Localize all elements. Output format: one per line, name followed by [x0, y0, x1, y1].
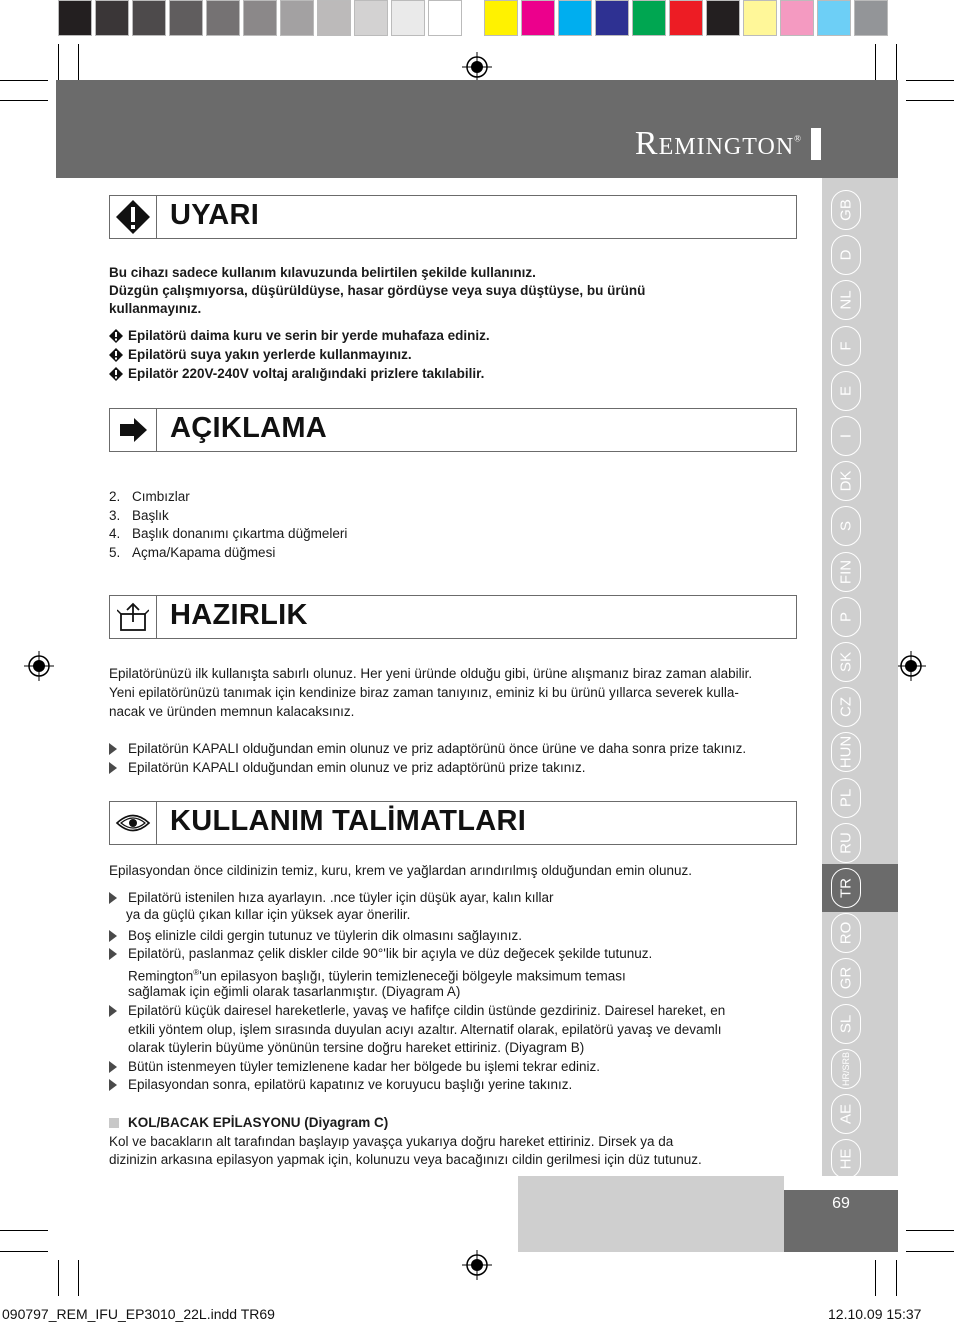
color-swatch: [854, 0, 888, 36]
crop-mark: [0, 100, 48, 101]
triangle-bullet-icon: [109, 762, 117, 774]
color-swatch: [558, 0, 592, 36]
bullet-continuation: etkili yöntem olup, işlem sırasında duyulan acıyı azaltır. Alternatif olarak, epilatörü yavaş ve devamlı: [128, 1022, 722, 1037]
color-swatch: [391, 0, 425, 36]
language-tab-nl[interactable]: NL: [831, 280, 861, 320]
language-tab-hr-srb[interactable]: HR/SRB: [831, 1049, 861, 1089]
triangle-bullet-icon: [109, 930, 117, 942]
crop-mark: [0, 1230, 48, 1231]
brand-bar: [811, 128, 821, 160]
color-swatch: [95, 0, 129, 36]
crop-mark: [78, 1260, 79, 1296]
crop-mark: [896, 44, 897, 80]
language-tab-hun[interactable]: HUN: [831, 732, 861, 772]
language-tab-dk[interactable]: DK: [831, 461, 861, 501]
language-tab-he[interactable]: HE: [831, 1139, 861, 1179]
language-tab-sk[interactable]: SK: [831, 642, 861, 682]
color-swatch: [354, 0, 388, 36]
language-tab-tr[interactable]: TR: [831, 868, 861, 908]
list-item: 2. Cımbızlar: [109, 489, 190, 504]
box-icon: [110, 596, 157, 638]
crop-mark: [906, 1251, 954, 1252]
language-tab-gr[interactable]: GR: [831, 958, 861, 998]
language-tab-i[interactable]: I: [831, 416, 861, 456]
triangle-bullet-icon: [109, 948, 117, 960]
language-tab-ro[interactable]: RO: [831, 913, 861, 953]
page-number: 69: [784, 1190, 898, 1252]
language-tab-fin[interactable]: FIN: [831, 552, 861, 592]
color-swatch: [595, 0, 629, 36]
registration-mark-icon: [462, 52, 492, 82]
section-title: HAZIRLIK: [170, 599, 308, 631]
process-color-bar: [484, 0, 891, 38]
warning-text: kullanmayınız.: [109, 301, 202, 316]
color-swatch: [317, 0, 351, 36]
color-swatch: [169, 0, 203, 36]
warning-text: Düzgün çalışmıyorsa, düşürüldüyse, hasar gördüyse veya suya düştüyse, bu ürünü: [109, 283, 646, 298]
bullet-continuation: sağlamak için eğimli olarak tasarlanmıştır. (Diyagram A): [128, 984, 461, 999]
crop-mark: [78, 44, 79, 80]
language-tab-sl[interactable]: SL: [831, 1004, 861, 1044]
section-header-preparation: [109, 595, 797, 639]
color-swatch: [521, 0, 555, 36]
list-item: 3. Başlık: [109, 508, 169, 523]
language-tab-pl[interactable]: PL: [831, 778, 861, 818]
paragraph: Epilatörünüzü ilk kullanışta sabırlı olunuz. Her yeni üründe olduğu gibi, ürüne alışmanız biraz zaman alabilir.: [109, 666, 753, 681]
warning-icon: [110, 196, 157, 238]
list-item: 5. Açma/Kapama düğmesi: [109, 545, 276, 560]
gray-color-bar: [58, 0, 465, 38]
language-tab-p[interactable]: P: [831, 597, 861, 637]
color-swatch: [706, 0, 740, 36]
warning-text: Bu cihazı sadece kullanım kılavuzunda belirtilen şekilde kullanınız.: [109, 265, 536, 280]
registration-mark-icon: [24, 651, 54, 681]
language-tab-ru[interactable]: RU: [831, 823, 861, 863]
bottom-gray-block: [518, 1176, 784, 1252]
crop-mark: [906, 1230, 954, 1231]
crop-mark: [58, 1260, 59, 1296]
registration-mark-icon: [896, 651, 926, 681]
language-tab-cz[interactable]: CZ: [831, 687, 861, 727]
color-swatch: [743, 0, 777, 36]
arrow-right-icon: [110, 409, 157, 451]
crop-mark: [58, 44, 59, 80]
color-swatch: [132, 0, 166, 36]
warning-diamond-icon: [109, 348, 123, 362]
language-tab-f[interactable]: F: [831, 326, 861, 366]
triangle-bullet-icon: [109, 1061, 117, 1073]
crop-mark: [875, 44, 876, 80]
footer-file-info: 090797_REM_IFU_EP3010_22L.indd TR69: [2, 1306, 275, 1322]
color-swatch: [632, 0, 666, 36]
paragraph: dizinizin arkasına epilasyon yapmak için, kolunuzu veya bacağınızı cildin gerilmesi için düz tutunuz.: [109, 1152, 702, 1167]
section-title: AÇIKLAMA: [170, 412, 328, 444]
language-tab-e[interactable]: E: [831, 371, 861, 411]
crop-mark: [0, 1251, 48, 1252]
bullet-continuation: ya da güçlü çıkan kıllar için yüksek ayar önerilir.: [126, 907, 411, 922]
triangle-bullet-icon: [109, 1079, 117, 1091]
language-sidebar: [822, 178, 898, 1176]
crop-mark: [906, 100, 954, 101]
section-header-usage: [109, 801, 797, 845]
bullet-continuation: olarak tüylerin büyüme yönünün tersine doğru hareket ettiriniz. (Diyagram B): [128, 1040, 585, 1055]
brand-logo: Remington®: [634, 125, 802, 162]
color-swatch: [780, 0, 814, 36]
color-swatch: [206, 0, 240, 36]
color-swatch: [243, 0, 277, 36]
paragraph: Epilasyondan önce cildinizin temiz, kuru, krem ve yağlardan arındırılmış olduğundan emin olunuz.: [109, 863, 693, 878]
triangle-bullet-icon: [109, 892, 117, 904]
list-item: 4. Başlık donanımı çıkartma düğmeleri: [109, 526, 348, 541]
warning-diamond-icon: [109, 367, 123, 381]
bullet-continuation: Remington®'un epilasyon başlığı, tüylerin temizleneceği bölgeyle maksimum teması: [128, 968, 626, 984]
section-title: KULLANIM TALİMATLARI: [170, 805, 527, 837]
crop-mark: [0, 80, 48, 81]
language-tab-s[interactable]: S: [831, 506, 861, 546]
page-header: [56, 80, 898, 178]
language-tab-d[interactable]: D: [831, 235, 861, 275]
square-bullet-icon: [109, 1118, 119, 1128]
section-header-description: [109, 408, 797, 452]
color-swatch: [428, 0, 462, 36]
triangle-bullet-icon: [109, 743, 117, 755]
warning-diamond-icon: [109, 329, 123, 343]
color-swatch: [484, 0, 518, 36]
section-header-warning: [109, 195, 797, 239]
language-tab-gb[interactable]: GB: [831, 190, 861, 230]
color-swatch: [669, 0, 703, 36]
paragraph: nacak ve üründen memnun kalacaksınız.: [109, 704, 355, 719]
color-swatch: [280, 0, 314, 36]
triangle-bullet-icon: [109, 1005, 117, 1017]
crop-mark: [906, 80, 954, 81]
crop-mark: [896, 1260, 897, 1296]
section-title: UYARI: [170, 199, 260, 231]
registration-mark-icon: [462, 1250, 492, 1280]
footer-date: 12.10.09 15:37: [828, 1306, 922, 1322]
color-swatch: [817, 0, 851, 36]
crop-mark: [875, 1260, 876, 1296]
paragraph: Yeni epilatörünüzü tanımak için kendinize biraz zaman tanıyınız, eminiz ki bu ürünü yıllarca severek kulla-: [109, 685, 739, 700]
language-tab-ae[interactable]: AE: [831, 1094, 861, 1134]
paragraph: Kol ve bacakların alt tarafından başlayıp yavaşça yukarıya doğru hareket ettiriniz. Dirsek ya da: [109, 1134, 674, 1149]
eye-icon: [110, 802, 157, 844]
color-swatch: [58, 0, 92, 36]
